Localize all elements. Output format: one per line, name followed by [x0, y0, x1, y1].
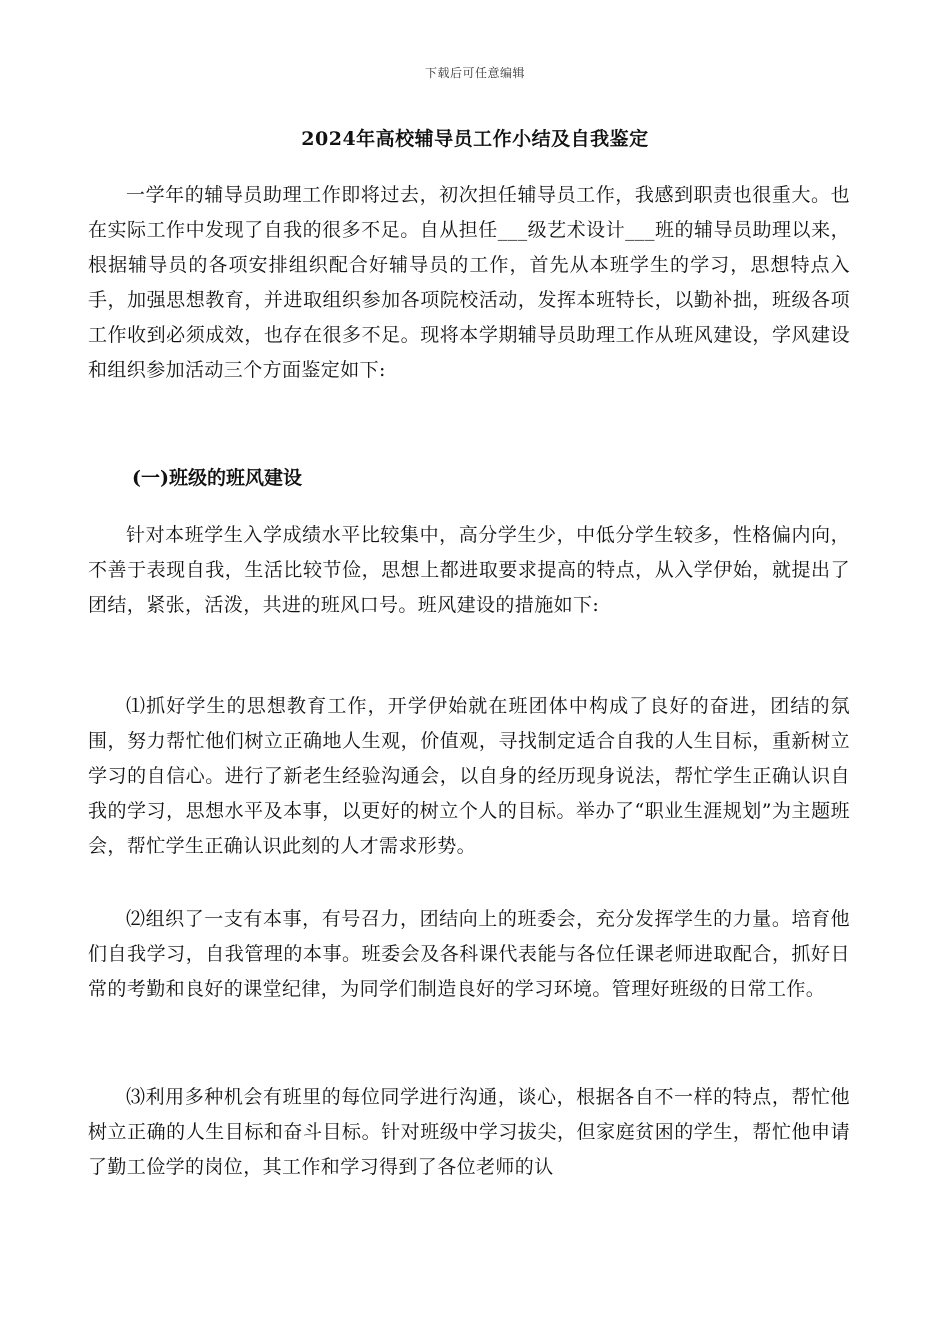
header-note: 下载后可任意编辑	[424, 66, 525, 80]
intro-paragraph: 一学年的辅导员助理工作即将过去，初次担任辅导员工作，我感到职责也很重大。也在实际工作中发现了自我的很多不足。自从担任___级艺术设计___班的辅导员助理以来，根据辅导员的各项安排组织配合好辅导员的工作，首先从本班学生的学习，思想特点入手，加强思想教育，并进取组织参加各项院校活动，发挥本班特长，以勤补拙，班级各项工作收到必须成效，也存在很多不足。现将本学期辅导员助理工作从班风建设，学风建设和组织参加活动三个方面鉴定如下:	[88, 184, 850, 381]
document-title: 2024年高校辅导员工作小结及自我鉴定	[301, 128, 649, 150]
section-heading: (一)班级的班风建设	[132, 467, 302, 489]
list-item-paragraph: ⑴抓好学生的思想教育工作，开学伊始就在班团体中构成了良好的奋进，团结的氛围，努力帮忙他们树立正确地人生观，价值观，寻找制定适合自我的人生目标，重新树立学习的自信心。进行了新老生经验沟通会，以自身的经历现身说法，帮忙学生正确认识自我的学习，思想水平及本事，以更好的树立个人的目标。举办了“职业生涯规划”为主题班会，帮忙学生正确认识此刻的人才需求形势。	[88, 695, 850, 857]
list-item-paragraph: ⑵组织了一支有本事，有号召力，团结向上的班委会，充分发挥学生的力量。培育他们自我学习，自我管理的本事。班委会及各科课代表能与各位任课老师进取配合，抓好日常的考勤和良好的课堂纪律，为同学们制造良好的学习环境。管理好班级的日常工作。	[88, 908, 850, 1000]
section-intro-paragraph: 针对本班学生入学成绩水平比较集中，高分学生少，中低分学生较多，性格偏内向，不善于表现自我，生活比较节俭，思想上都进取要求提高的特点，从入学伊始，就提出了团结，紧张，活泼，共进的班风口号。班风建设的措施如下:	[88, 524, 850, 616]
list-item-paragraph: ⑶利用多种机会有班里的每位同学进行沟通，谈心，根据各自不一样的特点，帮忙他树立正确的人生目标和奋斗目标。针对班级中学习拔尖，但家庭贫困的学生，帮忙他申请了勤工俭学的岗位，其工作和学习得到了各位老师的认	[88, 1086, 850, 1178]
